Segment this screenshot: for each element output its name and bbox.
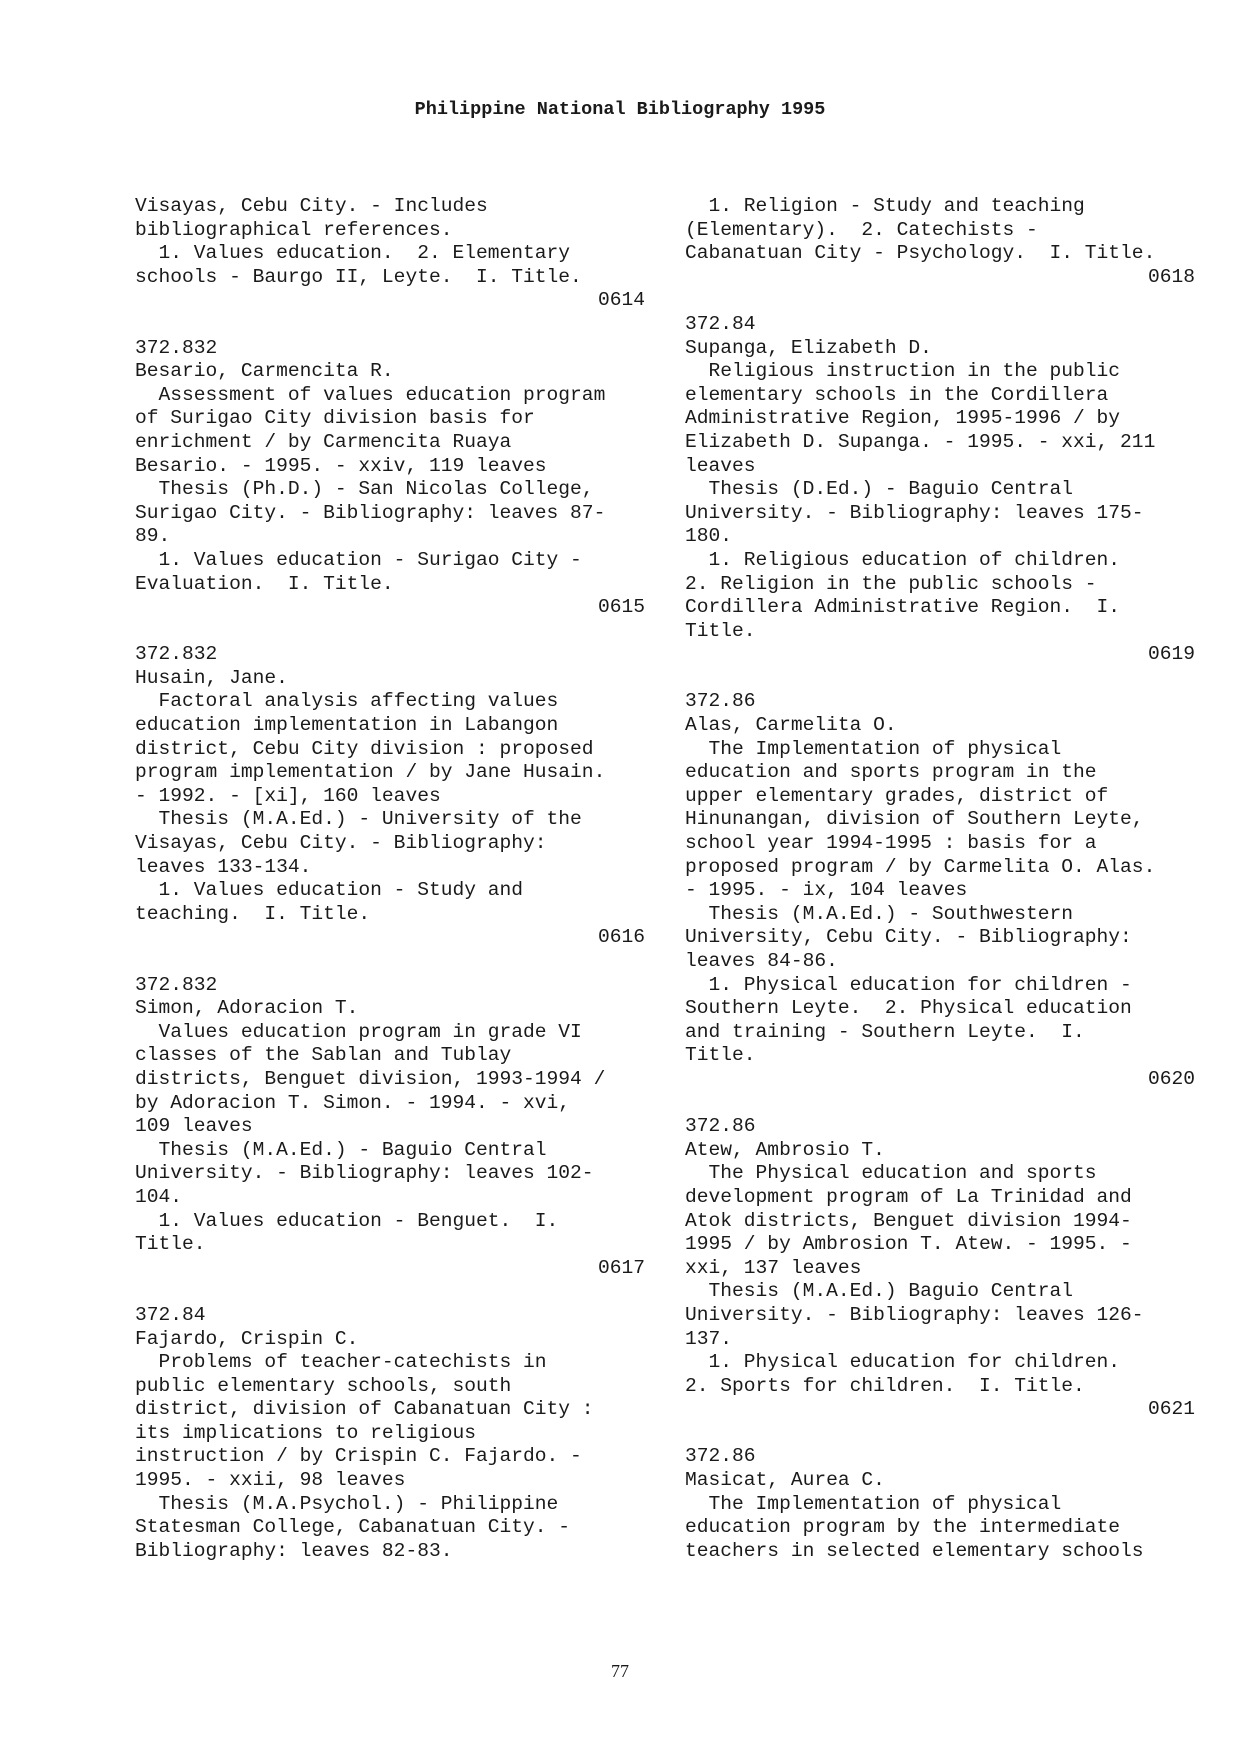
text-line: 372.86 (685, 1445, 756, 1468)
blank-line (685, 289, 1195, 313)
text-line: Supanga, Elizabeth D. (685, 336, 932, 359)
text-line: Thesis (D.Ed.) - Baguio Central (685, 478, 1074, 501)
blank-line (685, 1092, 1195, 1116)
text-line: 89. (135, 525, 171, 548)
text-line: The Implementation of physical (685, 1492, 1062, 1515)
text-line: 1. Physical education for children. (685, 1351, 1121, 1374)
text-line: 372.86 (685, 1115, 756, 1138)
right-column (685, 195, 1195, 1563)
text-line: 1. Values education - Study and (135, 879, 524, 902)
entry-number: 0619 (1147, 643, 1195, 666)
entry-number: 0621 (1147, 1398, 1195, 1421)
entry-number: 0620 (1147, 1067, 1195, 1090)
text-line: Husain, Jane. (135, 666, 288, 689)
text-line: upper elementary grades, district of (685, 784, 1109, 807)
text-line: 1995. - xxii, 98 leaves (135, 1469, 406, 1492)
text-line: Thesis (M.A.Ed.) - University of the (135, 808, 582, 831)
text-line: 1995 / by Ambrosion T. Atew. - 1995. - (685, 1233, 1132, 1256)
text-line: 180. (685, 525, 733, 548)
text-line: 372.832 (135, 973, 218, 996)
blank-line (135, 313, 645, 337)
text-line: Fajardo, Crispin C. (135, 1327, 359, 1350)
text-line: 1. Physical education for children - (685, 973, 1132, 996)
text-line: proposed program / by Carmelita O. Alas. (685, 855, 1156, 878)
page-number: 77 (611, 1661, 629, 1681)
text-line: Religious instruction in the public (685, 360, 1121, 383)
entry-number: 0618 (1147, 265, 1195, 288)
text-line: Simon, Adoracion T. (135, 997, 359, 1020)
text-line: University. - Bibliography: leaves 175- (685, 501, 1144, 524)
text-line: schools - Baurgo II, Leyte. I. Title. (135, 265, 582, 288)
text-line: 372.832 (135, 336, 218, 359)
text-line: education and sports program in the (685, 761, 1097, 784)
text-line: - 1992. - [xi], 160 leaves (135, 784, 441, 807)
text-line: Besario. - 1995. - xxiv, 119 leaves (135, 454, 547, 477)
text-line: 109 leaves (135, 1115, 253, 1138)
text-line: elementary schools in the Cordillera (685, 383, 1109, 406)
text-line: teachers in selected elementary schools (685, 1539, 1144, 1562)
entry-number: 0617 (597, 1256, 645, 1279)
text-line: Thesis (Ph.D.) - San Nicolas College, (135, 478, 594, 501)
text-line: University, Cebu City. - Bibliography: (685, 926, 1132, 949)
text-line: Thesis (M.A.Ed.) Baguio Central (685, 1280, 1074, 1303)
text-line: Thesis (M.A.Ed.) - Baguio Central (135, 1138, 547, 1161)
blank-line (135, 1280, 645, 1304)
entry-number: 0614 (597, 289, 645, 312)
text-line: Thesis (M.A.Psychol.) - Philippine (135, 1492, 559, 1515)
text-line: Hinunangan, division of Southern Leyte, (685, 808, 1144, 831)
text-line: 372.86 (685, 690, 756, 713)
text-line: program implementation / by Jane Husain. (135, 761, 606, 784)
text-line: Atew, Ambrosio T. (685, 1138, 885, 1161)
text-line: Statesman College, Cabanatuan City. - (135, 1516, 571, 1539)
text-line: school year 1994-1995 : basis for a (685, 832, 1097, 855)
text-line: 2. Sports for children. I. Title. (685, 1374, 1085, 1397)
text-line: Problems of teacher-catechists in (135, 1351, 547, 1374)
blank-line (135, 950, 645, 974)
text-line: Atok districts, Benguet division 1994- (685, 1209, 1132, 1232)
text-line: The Physical education and sports (685, 1162, 1097, 1185)
text-line: and training - Southern Leyte. I. (685, 1020, 1085, 1043)
text-line: 1. Religious education of children. (685, 548, 1121, 571)
text-line: Cordillera Administrative Region. I. (685, 596, 1121, 619)
text-line: (Elementary). 2. Catechists - (685, 218, 1038, 241)
text-line: its implications to religious (135, 1421, 476, 1444)
text-line: bibliographical references. (135, 218, 453, 241)
entry-number: 0615 (597, 596, 645, 619)
text-line: 1. Values education. 2. Elementary (135, 242, 571, 265)
blank-line (685, 1422, 1195, 1446)
text-line: leaves 133-134. (135, 855, 312, 878)
text-line: xxi, 137 leaves (685, 1256, 862, 1279)
text-line: development program of La Trinidad and (685, 1185, 1132, 1208)
text-line: Evaluation. I. Title. (135, 572, 394, 595)
text-line: Title. (685, 1044, 756, 1067)
text-line: enrichment / by Carmencita Ruaya (135, 430, 512, 453)
text-line: education implementation in Labangon (135, 714, 559, 737)
text-line: Southern Leyte. 2. Physical education (685, 997, 1132, 1020)
text-line: teaching. I. Title. (135, 902, 371, 925)
text-line: district, Cebu City division : proposed (135, 737, 594, 760)
text-line: leaves (685, 454, 756, 477)
left-column (135, 195, 645, 1563)
text-line: 372.832 (135, 643, 218, 666)
entry-number: 0616 (597, 926, 645, 949)
text-line: University. - Bibliography: leaves 102- (135, 1162, 594, 1185)
text-line: education program by the intermediate (685, 1516, 1121, 1539)
text-line: Bibliography: leaves 82-83. (135, 1539, 453, 1562)
blank-line (685, 667, 1195, 691)
text-line: Surigao City. - Bibliography: leaves 87- (135, 501, 606, 524)
text-line: The Implementation of physical (685, 737, 1062, 760)
blank-line (135, 620, 645, 644)
text-line: Visayas, Cebu City. - Bibliography: (135, 832, 547, 855)
text-line: districts, Benguet division, 1993-1994 / (135, 1067, 606, 1090)
text-line: Administrative Region, 1995-1996 / by (685, 407, 1121, 430)
text-line: Title. (685, 619, 756, 642)
text-line: Title. (135, 1233, 206, 1256)
text-line: 1. Values education - Benguet. I. (135, 1209, 559, 1232)
text-line: district, division of Cabanatuan City : (135, 1398, 594, 1421)
text-line: Alas, Carmelita O. (685, 714, 897, 737)
text-line: classes of the Sablan and Tublay (135, 1044, 512, 1067)
text-line: 2. Religion in the public schools - (685, 572, 1097, 595)
text-line: public elementary schools, south (135, 1374, 512, 1397)
page-title: Philippine National Bibliography 1995 (414, 99, 826, 120)
text-line: 1. Religion - Study and teaching (685, 195, 1085, 217)
text-line: 104. (135, 1185, 183, 1208)
text-line: Elizabeth D. Supanga. - 1995. - xxi, 211 (685, 430, 1156, 453)
text-line: 372.84 (685, 312, 756, 335)
text-line: of Surigao City division basis for (135, 407, 535, 430)
text-line: by Adoracion T. Simon. - 1994. - xvi, (135, 1091, 571, 1114)
text-line: Masicat, Aurea C. (685, 1469, 885, 1492)
text-line: Visayas, Cebu City. - Includes (135, 195, 488, 217)
text-line: Assessment of values education program (135, 383, 606, 406)
text-line: University. - Bibliography: leaves 126- (685, 1303, 1144, 1326)
text-line: - 1995. - ix, 104 leaves (685, 879, 968, 902)
text-line: Cabanatuan City - Psychology. I. Title. (685, 242, 1156, 265)
text-line: 372.84 (135, 1303, 206, 1326)
text-line: Factoral analysis affecting values (135, 690, 559, 713)
text-line: leaves 84-86. (685, 950, 838, 972)
text-line: 137. (685, 1327, 733, 1350)
text-line: Besario, Carmencita R. (135, 360, 394, 383)
text-line: Values education program in grade VI (135, 1020, 582, 1043)
text-line: 1. Values education - Surigao City - (135, 548, 582, 571)
text-line: instruction / by Crispin C. Fajardo. - (135, 1445, 582, 1468)
text-line: Thesis (M.A.Ed.) - Southwestern (685, 902, 1074, 925)
